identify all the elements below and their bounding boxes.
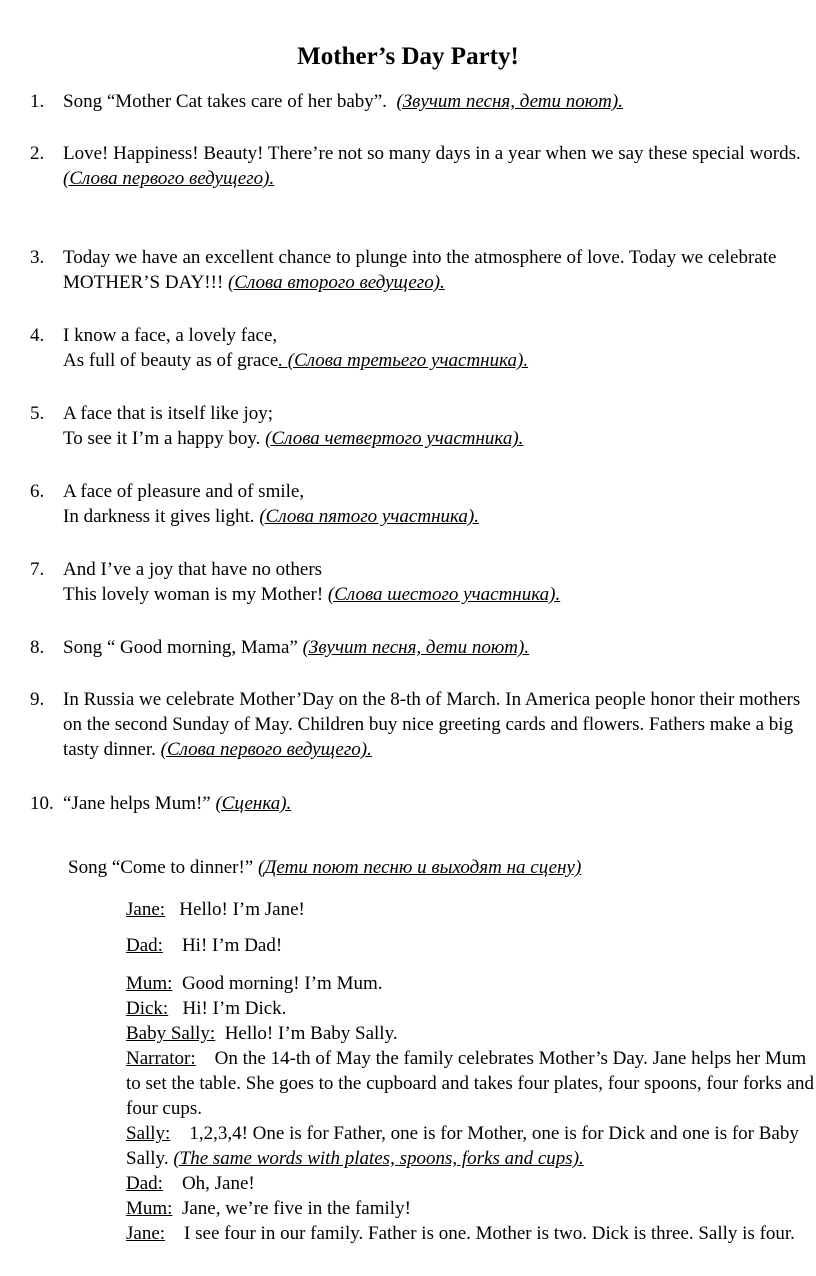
item-text: This lovely woman is my Mother!	[63, 584, 328, 605]
item-note: (Звучит песня, дети поют).	[396, 91, 623, 112]
item-text: To see it I’m a happy boy.	[63, 428, 266, 449]
item-line: And I’ve a joy that have no others	[63, 559, 323, 580]
speaker-name: Mum:	[126, 973, 173, 994]
dialogue-line	[126, 1121, 816, 1171]
item-note: (Слова первого ведущего).	[63, 168, 275, 189]
item-note: . (Слова третьего участника).	[278, 350, 529, 371]
page-title: Mother’s Day Party!	[297, 43, 519, 70]
item-note: (Сценка).	[215, 793, 292, 814]
dialogue-line	[126, 1171, 816, 1196]
dialogue-line	[126, 897, 816, 922]
item-line: A face that is itself like joy;	[63, 403, 274, 424]
item-number: 3.	[30, 247, 45, 268]
item-text: Song “Mother Cat takes care of her baby”.	[63, 91, 397, 112]
speaker-name: Dad:	[126, 935, 163, 956]
speaker-name: Dad:	[126, 1173, 163, 1194]
dialogue-line	[126, 971, 816, 996]
speaker-text: Good morning! I’m Mum.	[181, 973, 383, 994]
speaker-text: Jane, we’re five in the family!	[181, 1198, 411, 1219]
dialogue-line	[126, 1221, 816, 1246]
speaker-text: 1,2,3,4! One is for Father, one is for Mother, one is for Dick and one is for Baby Sally.	[126, 1123, 799, 1169]
item-number: 5.	[30, 403, 45, 424]
item-text: As full of beauty as of grace	[63, 350, 279, 371]
speaker-name: Sally:	[126, 1123, 171, 1144]
song-note: (Дети поют песню и выходят на сцену)	[257, 857, 582, 878]
speaker-name: Baby Sally:	[126, 1023, 216, 1044]
item-text: Today we have an excellent chance to plunge into the atmosphere of love. Today we celebrate MOTHER’S DAY!!!	[63, 247, 777, 293]
speaker-text: I see four in our family. Father is one. Mother is two. Dick is three. Sally is four.	[184, 1223, 795, 1244]
speaker-name: Narrator:	[126, 1048, 196, 1069]
dialogue-line	[126, 1021, 816, 1046]
dialogue-line	[126, 1046, 816, 1121]
speaker-text: Oh, Jane!	[181, 1173, 255, 1194]
speaker-name: Dick:	[126, 998, 169, 1019]
item-number: 1.	[30, 91, 45, 112]
dialogue-line	[126, 933, 816, 958]
speaker-text: On the 14-th of May the family celebrates Mother’s Day. Jane helps her Mum to set the table. She goes to the cupboard and takes four plates, four spoons, four forks and four cups.	[126, 1048, 815, 1119]
song-text: Song “Come to dinner!”	[68, 857, 258, 878]
dialogue-line	[126, 996, 816, 1021]
speaker-name: Jane:	[126, 1223, 166, 1244]
item-note: (Слова четвертого участника).	[265, 428, 524, 449]
item-line: I know a face, a lovely face,	[63, 325, 278, 346]
stage-note: (The same words with plates, spoons, forks and cups).	[173, 1148, 584, 1169]
item-text: “Jane helps Mum!”	[63, 793, 216, 814]
speaker-text: Hi! I’m Dad!	[181, 935, 283, 956]
speaker-name: Mum:	[126, 1198, 173, 1219]
speaker-text: Hello! I’m Baby Sally.	[224, 1023, 398, 1044]
speaker-name: Jane:	[126, 899, 166, 920]
item-text: Song “ Good morning, Mama”	[63, 637, 303, 658]
speaker-text: Hi! I’m Dick.	[182, 998, 287, 1019]
item-text: In darkness it gives light.	[63, 506, 260, 527]
dialogue-block	[126, 971, 816, 1246]
song-line	[68, 855, 808, 880]
item-line: A face of pleasure and of smile,	[63, 481, 305, 502]
speaker-text: Hello! I’m Jane!	[179, 899, 305, 920]
item-number: 4.	[30, 325, 45, 346]
item-number: 8.	[30, 637, 45, 658]
item-text: In Russia we celebrate Mother’Day on the 8-th of March. In America people honor their mothers on the second Sunday of May. Children buy nice greeting cards and flowers. Fathers make a big tasty dinner.	[63, 689, 801, 760]
item-note: (Звучит песня, дети поют).	[302, 637, 530, 658]
item-number: 9.	[30, 689, 45, 710]
item-number: 6.	[30, 481, 45, 502]
item-note: (Слова первого ведущего).	[160, 739, 372, 760]
item-note: (Слова второго ведущего).	[228, 272, 445, 293]
item-note: (Слова шестого участника).	[327, 584, 561, 605]
item-number: 2.	[30, 143, 45, 164]
item-text: Love! Happiness! Beauty! There’re not so many days in a year when we say these special words.	[63, 143, 801, 164]
item-number: 10.	[30, 793, 54, 814]
item-number: 7.	[30, 559, 45, 580]
item-note: (Слова пятого участника).	[259, 506, 479, 527]
dialogue-line	[126, 1196, 816, 1221]
